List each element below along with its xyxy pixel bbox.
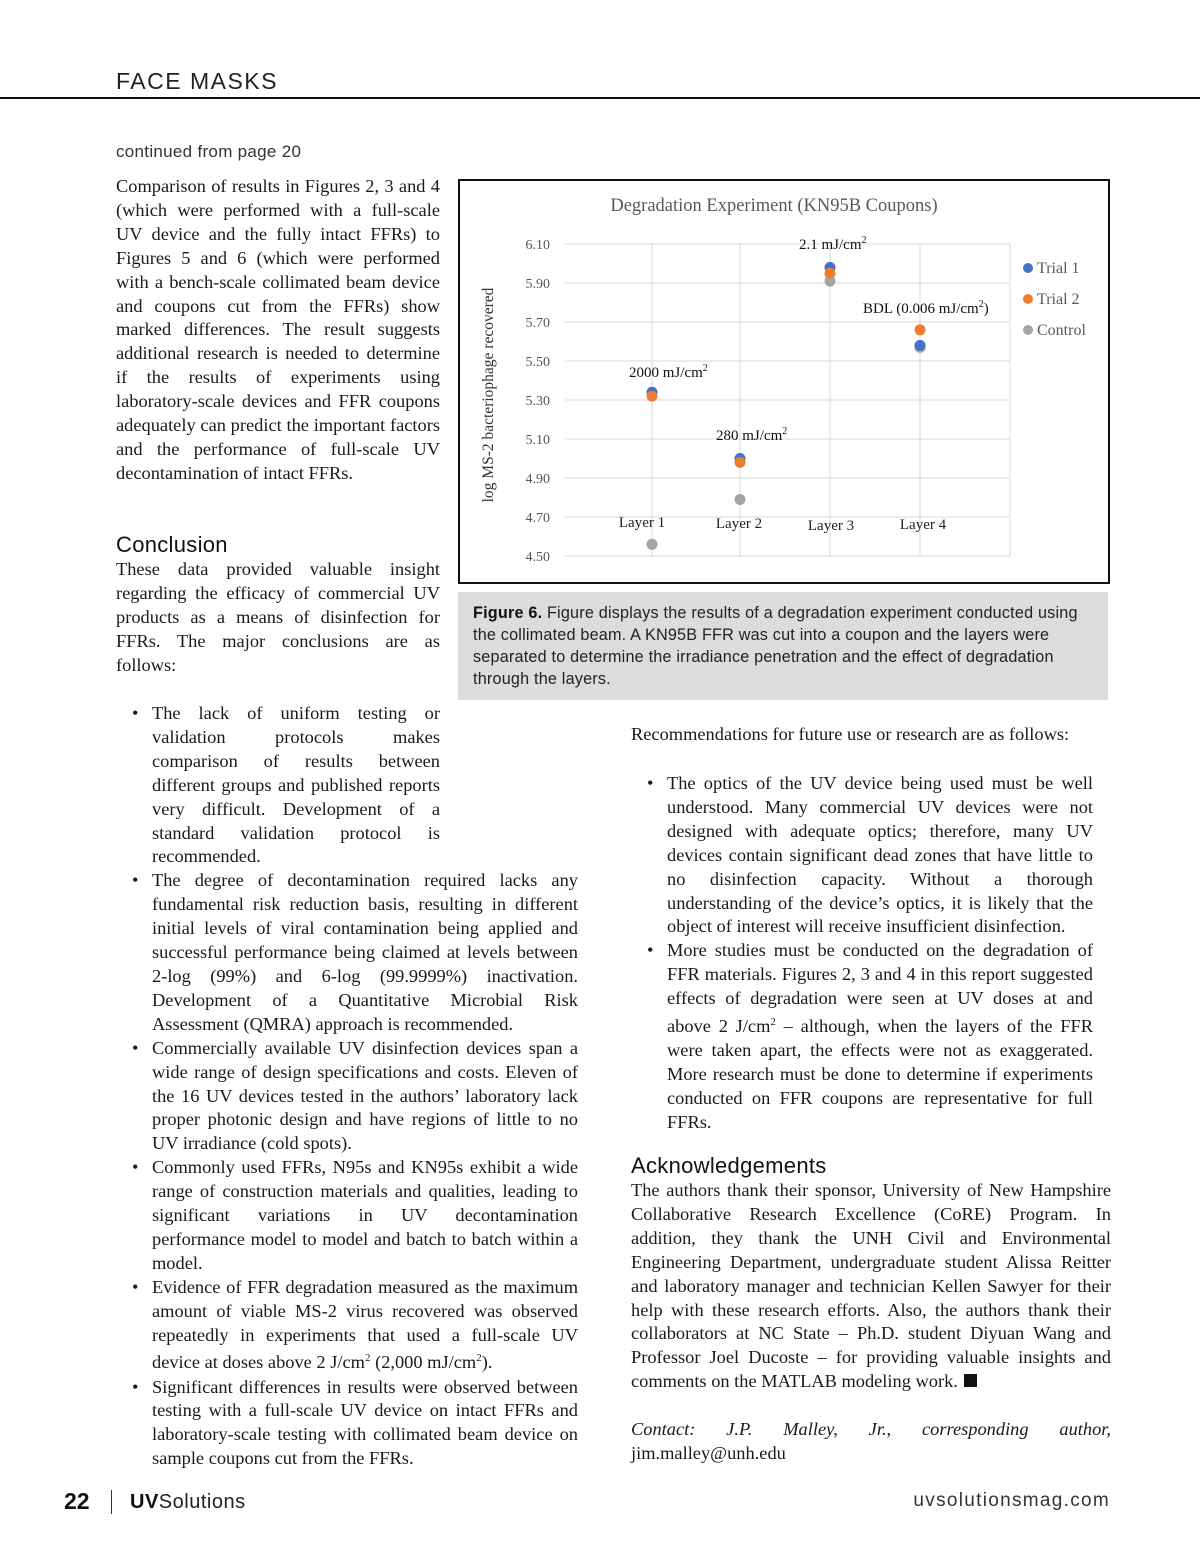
bullet-text: ). <box>481 1352 493 1373</box>
intro-paragraph: Comparison of results in Figures 2, 3 and 4 (which were performed with a full-scale UV device and the fully intact FFRs) to Figures 5 and 6 (which were performed with a bench-scale collimated beam device and coupons cut from the FFRs) show marked differences. The result suggests additional research is needed to determine if the results of experiments using laboratory-scale devices and FFR coupons adequately can predict the important factors and the performance of full-scale UV decontamination of intact FFRs. <box>116 176 440 483</box>
list-item <box>631 939 1093 1134</box>
figure-caption <box>458 592 1108 700</box>
conclusion-heading: Conclusion <box>116 532 228 557</box>
y-tick-label: 4.90 <box>525 472 550 487</box>
legend-label: Trial 1 <box>1037 260 1080 277</box>
chart-annotation <box>863 299 989 317</box>
annotation-text: 2000 mJ/cm <box>629 365 703 381</box>
x-category-label: Layer 2 <box>715 516 763 532</box>
chart-canvas <box>460 181 1108 582</box>
header-rule <box>0 97 1200 99</box>
x-category-label: Layer 4 <box>899 517 947 533</box>
contact-email-link[interactable]: jim.malley@unh.edu <box>631 1442 786 1463</box>
y-tick-label: 6.10 <box>525 238 550 253</box>
data-point-trial-2 <box>825 268 836 279</box>
y-tick-label: 5.90 <box>525 277 550 292</box>
y-tick-label: 5.30 <box>525 394 550 409</box>
chart-annotation <box>629 363 708 381</box>
caption-text: Figure displays the results of a degradation experiment conducted using the collimated beam. A KN95B FFR was cut into a coupon and the layers were separated to determine the irradiance penetration and the effect of degradation through the layers. <box>473 604 1078 688</box>
recommendations-intro: Recommendations for future use or research are as follows: <box>631 724 1070 744</box>
chart-annotation <box>716 426 787 444</box>
chart-y-ticks <box>526 238 551 565</box>
x-category-label: Layer 3 <box>807 518 855 534</box>
list-item: • Commonly used FFRs, N95s and KN95s exhibit a wide range of construction materials and qualities, leading to significant variations in UV decontamination performance model to model and batch to batch within a model. <box>116 1156 578 1276</box>
chart-y-axis-label: log MS-2 bacteriophage recovered <box>480 287 497 503</box>
contact-line: Contact: J.P. Malley, Jr., corresponding author, <box>631 1419 1111 1439</box>
chart-legend <box>1023 260 1086 339</box>
end-of-article-square-icon <box>964 1374 977 1387</box>
legend-marker <box>1023 325 1033 335</box>
superscript: 2 <box>476 1352 482 1365</box>
legend-label: Control <box>1037 322 1086 339</box>
list-item: • Significant differences in results were observed between testing with a full-scale UV device on intact FFRs and laboratory-scale testing with collimated beam device on sample coupons cut from the FFRs. <box>116 1376 578 1472</box>
footer-divider <box>111 1490 112 1514</box>
list-item: • The lack of uniform testing or validation protocols makes comparison of results between different groups and published reports very difficult. Development of a standard validation protocol is recommended. <box>116 702 440 869</box>
data-point-trial-1 <box>915 340 926 351</box>
bullet-text: More studies must be conducted on the degradation of FFR materials. Figures 2, 3 and 4 in this report suggested effects of degradation were seen at UV doses at and above 2 J/cm <box>667 940 1093 1037</box>
bullet-text: (2,000 mJ/cm <box>370 1352 477 1373</box>
y-tick-label: 5.10 <box>525 433 550 448</box>
y-tick-label: 5.70 <box>525 316 550 331</box>
annotation-text: 2.1 mJ/cm <box>799 237 862 253</box>
acknowledgements-heading: Acknowledgements <box>631 1153 827 1178</box>
data-point-control <box>647 539 658 550</box>
data-point-control <box>735 494 746 505</box>
figure-chart <box>458 179 1110 584</box>
chart-title: Degradation Experiment (KN95B Coupons) <box>610 196 938 216</box>
list-item: • The optics of the UV device being used must be well understood. Many commercial UV devices were not designed with adequate optics; therefore, many UV devices contain significant dead zones that have little to no disinfection capacity. Without a thorough understanding of the device’s optics, it is likely that the object of interest will receive insufficient disinfection. <box>631 772 1093 939</box>
chart-annotation <box>799 235 867 253</box>
acknowledgements-text: The authors thank their sponsor, University of New Hampshire Collaborative Research Excellence (CoRE) Program. In addition, they thank the UNH Civil and Environmental Engineering Department, undergraduate student Alissa Reitter and laboratory manager and technician Kellen Sawyer for their help with these research efforts. Also, the authors thank their collaborators at NC State – Ph.D. student Diyuan Wang and Professor Joel Ducoste – for providing valuable insights and comments on the MATLAB modeling work. <box>631 1180 1111 1392</box>
magazine-name-bold: UV <box>130 1491 159 1513</box>
y-tick-label: 5.50 <box>525 355 550 370</box>
chart-category-labels <box>619 515 947 534</box>
annotation-superscript: 2 <box>861 235 867 246</box>
annotation-superscript: 2 <box>978 299 984 310</box>
chart-annotations <box>629 235 989 444</box>
superscript: 2 <box>364 1352 371 1365</box>
continued-note: continued from page 20 <box>116 142 302 161</box>
section-header: FACE MASKS <box>116 68 278 94</box>
bullet-text: Evidence of FFR degradation measured as the maximum amount of viable MS-2 virus recovered was observed repeatedly in experiments that used a full-scale UV device at doses above 2 J/cm <box>152 1276 578 1373</box>
caption-label: Figure 6. <box>473 604 543 622</box>
contact-block <box>631 1418 1111 1466</box>
annotation-superscript: 2 <box>702 363 708 374</box>
legend-marker <box>1023 263 1033 273</box>
annotation-tail: ) <box>983 301 989 317</box>
conclusion-bullet-list <box>116 702 578 1471</box>
annotation-superscript: 2 <box>782 426 788 437</box>
y-tick-label: 4.70 <box>525 511 550 526</box>
acknowledgements-paragraph <box>631 1179 1111 1394</box>
page-number: 22 <box>64 1488 90 1514</box>
chart-gridlines <box>565 244 1010 556</box>
legend-label: Trial 2 <box>1037 291 1080 308</box>
annotation-text: BDL (0.006 mJ/cm <box>863 301 979 317</box>
magazine-name-rest: Solutions <box>158 1491 246 1513</box>
footer-url[interactable]: uvsolutionsmag.com <box>913 1490 1110 1511</box>
list-item: • The degree of decontamination required lacks any fundamental risk reduction basis, resulting in different initial levels of viral contamination being applied and successful performance being claimed at levels between 2-log (99%) and 6-log (99.9999%) inactivation. Development of a Quantitative Microbial Risk Assessment (QMRA) approach is recommended. <box>116 869 578 1036</box>
x-category-label: Layer 1 <box>618 515 666 531</box>
magazine-name <box>130 1491 246 1514</box>
data-point-trial-2 <box>647 391 658 402</box>
bullet-text: – although, when the layers of the FFR were taken apart, the effects were not as exaggerated. More research must be done to determine if experiments conducted on FFR coupons are representative for full FFRs. <box>667 1016 1093 1132</box>
list-item: • Commercially available UV disinfection devices span a wide range of design specifications and costs. Eleven of the 16 UV devices tested in the authors’ laboratory lack proper photonic design and have regions of little to no UV irradiance (cold spots). <box>116 1037 578 1157</box>
y-tick-label: 4.50 <box>525 550 550 565</box>
annotation-text: 280 mJ/cm <box>716 428 783 444</box>
conclusion-paragraph: These data provided valuable insight regarding the efficacy of commercial UV products as a means of disinfection for FFRs. The major conclusions are as follows: <box>116 559 440 675</box>
recommendations-bullet-list <box>631 772 1093 1135</box>
list-item <box>116 1276 578 1376</box>
superscript: 2 <box>770 1016 776 1029</box>
data-point-trial-2 <box>915 324 926 335</box>
legend-marker <box>1023 294 1033 304</box>
data-point-trial-2 <box>735 457 746 468</box>
